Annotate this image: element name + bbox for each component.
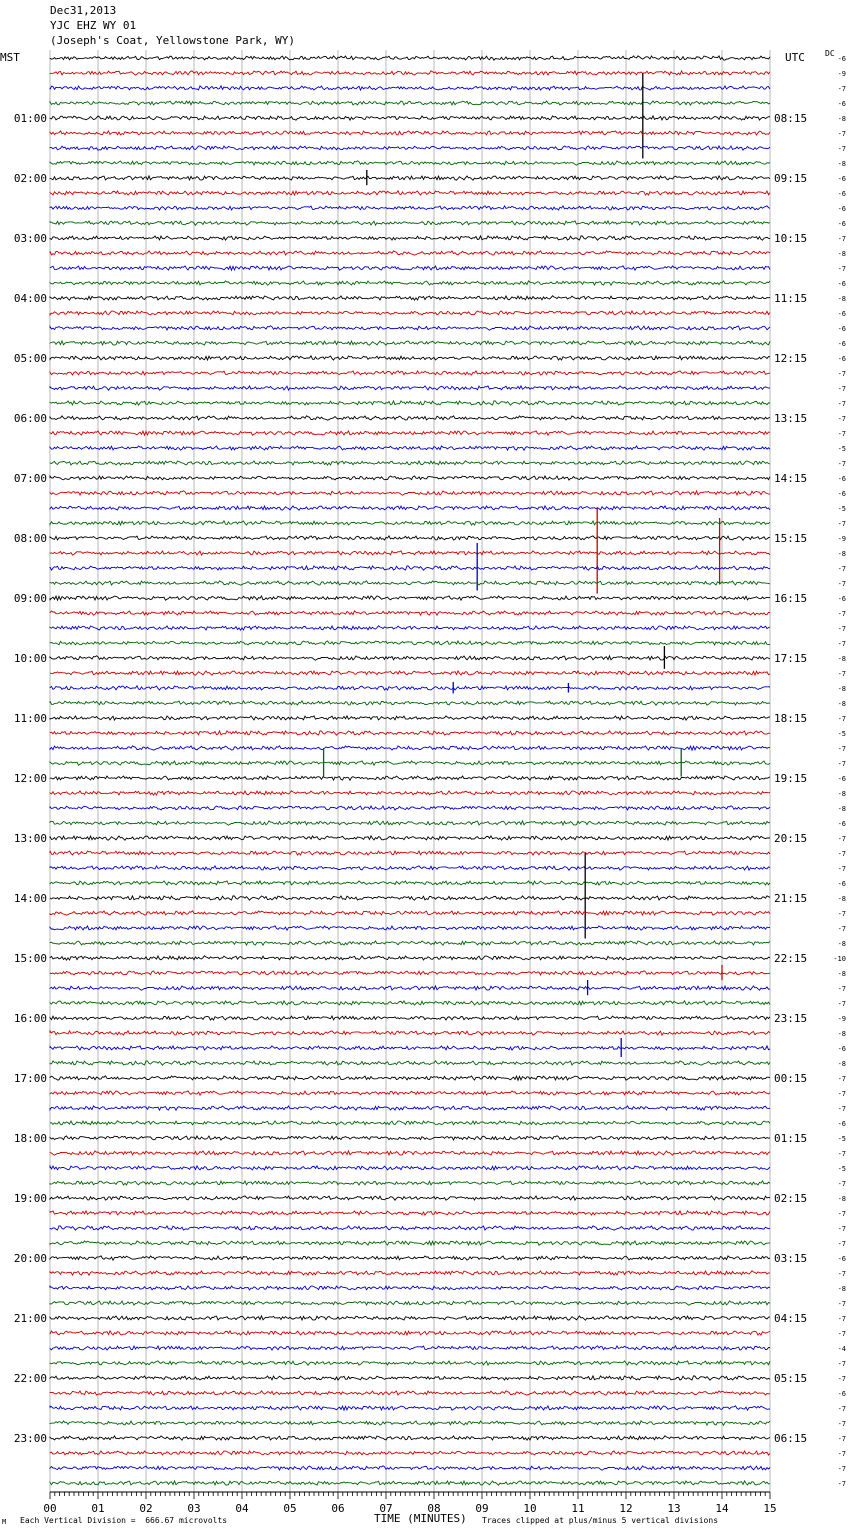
- right-hour-label: 17:15: [774, 652, 808, 665]
- dc-offset-label: -7: [837, 1465, 846, 1473]
- trace-row: [50, 386, 770, 390]
- trace-row: [50, 206, 770, 210]
- trace-row: [50, 1466, 770, 1470]
- dc-offset-label: -6: [837, 190, 846, 198]
- right-hour-label: 15:15: [774, 532, 808, 545]
- dc-offset-label: -7: [837, 130, 846, 138]
- x-tick-label: 05: [283, 1502, 297, 1515]
- dc-offset-label: -7: [837, 1090, 846, 1098]
- scale-note: Each Vertical Division = 666.67 microvolts: [20, 1516, 228, 1525]
- trace-row: [50, 146, 770, 150]
- right-hour-label: 08:15: [774, 112, 808, 125]
- dc-offset-label: -7: [837, 1360, 846, 1368]
- dc-offset-label: -7: [837, 1435, 846, 1443]
- left-hour-label: 03:00: [13, 232, 47, 245]
- dc-offset-label: -8: [837, 1195, 846, 1203]
- dc-offset-label: -6: [837, 205, 846, 213]
- trace-row: [50, 701, 770, 705]
- trace-row: [50, 1001, 770, 1005]
- trace-row: [50, 1046, 770, 1050]
- dc-offset-label: -6: [837, 220, 846, 228]
- dc-offset-label: -7: [837, 370, 846, 378]
- dc-offset-label: -7: [837, 520, 846, 528]
- dc-offset-label: -8: [837, 250, 846, 258]
- trace-row: [50, 1406, 770, 1410]
- trace-row: [50, 881, 770, 885]
- trace-row: [50, 851, 770, 855]
- trace-row: [50, 176, 770, 180]
- dc-offset-label: -6: [837, 1255, 846, 1263]
- trace-row: [50, 461, 770, 465]
- x-tick-label: 15: [763, 1502, 777, 1515]
- trace-row: [50, 536, 770, 540]
- right-hour-label: 21:15: [774, 892, 808, 905]
- dc-offset-label: -7: [837, 1240, 846, 1248]
- dc-offset-label: -7: [837, 625, 846, 633]
- dc-offset-label: -7: [837, 925, 846, 933]
- dc-offset-label: -7: [837, 235, 846, 243]
- trace-row: [50, 221, 770, 225]
- right-hour-label: 09:15: [774, 172, 808, 185]
- left-hour-label: 20:00: [13, 1252, 47, 1265]
- x-tick-label: 12: [619, 1502, 633, 1515]
- trace-row: [50, 1346, 770, 1350]
- trace-row: [50, 791, 770, 795]
- trace-row: [50, 431, 770, 435]
- dc-offset-label: -8: [837, 160, 846, 168]
- left-hour-label: 16:00: [13, 1012, 47, 1025]
- dc-offset-label: -8: [837, 805, 846, 813]
- dc-offset-label: -6: [837, 595, 846, 603]
- clip-note: Traces clipped at plus/minus 5 vertical divisions: [482, 1516, 719, 1525]
- dc-offset-label: -8: [837, 700, 846, 708]
- x-tick-label: 11: [571, 1502, 585, 1515]
- trace-row: [50, 596, 770, 600]
- right-hour-label: 04:15: [774, 1312, 808, 1325]
- trace-row: [50, 716, 770, 720]
- dc-offset-label: -7: [837, 835, 846, 843]
- left-hour-label: 10:00: [13, 652, 47, 665]
- trace-row: [50, 71, 770, 75]
- trace-row: [50, 821, 770, 825]
- trace-row: [50, 1136, 770, 1140]
- x-tick-label: 09: [475, 1502, 489, 1515]
- dc-offset-label: -7: [837, 460, 846, 468]
- trace-row: [50, 236, 770, 240]
- dc-offset-header: DC: [825, 49, 835, 58]
- left-hour-label: 01:00: [13, 112, 47, 125]
- dc-offset-label: -6: [837, 280, 846, 288]
- left-hour-label: 06:00: [13, 412, 47, 425]
- trace-row: [50, 1301, 770, 1305]
- trace-row: [50, 581, 770, 585]
- left-hour-label: 23:00: [13, 1432, 47, 1445]
- dc-offset-label: -7: [837, 1000, 846, 1008]
- left-hour-label: 04:00: [13, 292, 47, 305]
- dc-offset-label: -10: [833, 955, 846, 963]
- trace-row: [50, 281, 770, 285]
- trace-row: [50, 326, 770, 330]
- left-hour-label: 02:00: [13, 172, 47, 185]
- dc-offset-label: -4: [837, 1345, 846, 1353]
- dc-offset-label: -6: [837, 775, 846, 783]
- trace-row: [50, 956, 770, 960]
- dc-offset-label: -7: [837, 1480, 846, 1488]
- dc-offset-label: -7: [837, 850, 846, 858]
- dc-offset-label: -7: [837, 745, 846, 753]
- dc-offset-label: -9: [837, 1015, 846, 1023]
- dc-offset-label: -7: [837, 580, 846, 588]
- right-hour-label: 19:15: [774, 772, 808, 785]
- trace-row: [50, 1106, 770, 1110]
- dc-offset-label: -7: [837, 1375, 846, 1383]
- trace-row: [50, 986, 770, 990]
- dc-offset-label: -7: [837, 1330, 846, 1338]
- dc-offset-label: -8: [837, 655, 846, 663]
- trace-row: [50, 896, 770, 900]
- trace-row: [50, 1166, 770, 1170]
- dc-offset-label: -5: [837, 505, 846, 513]
- left-timezone-label: MST: [0, 51, 20, 64]
- trace-row: [50, 1256, 770, 1260]
- dc-offset-label: -7: [837, 145, 846, 153]
- trace-row: [50, 401, 770, 405]
- trace-row: [50, 686, 770, 690]
- trace-row: [50, 656, 770, 660]
- trace-row: [50, 1271, 770, 1275]
- chart-location: (Joseph's Coat, Yellowstone Park, WY): [50, 34, 296, 47]
- trace-row: [50, 1121, 770, 1125]
- trace-row: [50, 1181, 770, 1185]
- dc-offset-label: -8: [837, 1285, 846, 1293]
- right-hour-label: 11:15: [774, 292, 808, 305]
- dc-offset-label: -5: [837, 1135, 846, 1143]
- trace-row: [50, 1391, 770, 1395]
- x-tick-label: 02: [139, 1502, 153, 1515]
- trace-row: [50, 191, 770, 195]
- trace-row: [50, 116, 770, 120]
- left-hour-label: 11:00: [13, 712, 47, 725]
- dc-offset-label: -6: [837, 340, 846, 348]
- dc-offset-label: -7: [837, 1150, 846, 1158]
- right-hour-label: 05:15: [774, 1372, 808, 1385]
- trace-row: [50, 1151, 770, 1155]
- left-hour-label: 17:00: [13, 1072, 47, 1085]
- x-tick-label: 00: [43, 1502, 57, 1515]
- trace-row: [50, 1331, 770, 1335]
- trace-row: [50, 1436, 770, 1440]
- trace-row: [50, 1226, 770, 1230]
- right-hour-label: 06:15: [774, 1432, 808, 1445]
- left-hour-label: 13:00: [13, 832, 47, 845]
- trace-row: [50, 866, 770, 870]
- trace-row: [50, 1376, 770, 1380]
- trace-row: [50, 1031, 770, 1035]
- dc-offset-label: -7: [837, 415, 846, 423]
- trace-row: [50, 1286, 770, 1290]
- dc-offset-label: -7: [837, 1315, 846, 1323]
- dc-offset-label: -6: [837, 355, 846, 363]
- dc-offset-label: -8: [837, 790, 846, 798]
- trace-row: [50, 296, 770, 300]
- dc-offset-label: -8: [837, 1060, 846, 1068]
- dc-offset-label: -7: [837, 1450, 846, 1458]
- dc-offset-label: -7: [837, 760, 846, 768]
- x-tick-label: 08: [427, 1502, 441, 1515]
- dc-offset-label: -6: [837, 310, 846, 318]
- x-tick-label: 03: [187, 1502, 201, 1515]
- left-hour-label: 22:00: [13, 1372, 47, 1385]
- trace-row: [50, 1481, 770, 1485]
- left-hour-label: 07:00: [13, 472, 47, 485]
- dc-offset-label: -6: [837, 100, 846, 108]
- x-tick-label: 14: [715, 1502, 729, 1515]
- trace-row: [50, 776, 770, 780]
- trace-row: [50, 1061, 770, 1065]
- trace-row: [50, 941, 770, 945]
- dc-offset-label: -7: [837, 715, 846, 723]
- right-hour-label: 14:15: [774, 472, 808, 485]
- dc-offset-label: -8: [837, 550, 846, 558]
- trace-row: [50, 1451, 770, 1455]
- dc-offset-label: -7: [837, 565, 846, 573]
- dc-offset-label: -7: [837, 430, 846, 438]
- trace-row: [50, 1016, 770, 1020]
- dc-offset-label: -6: [837, 1120, 846, 1128]
- trace-row: [50, 1091, 770, 1095]
- trace-row: [50, 1076, 770, 1080]
- right-hour-label: 01:15: [774, 1132, 808, 1145]
- trace-row: [50, 911, 770, 915]
- corner-mark: M: [2, 1518, 7, 1526]
- chart-date: Dec31,2013: [50, 4, 117, 17]
- left-hour-label: 05:00: [13, 352, 47, 365]
- trace-row: [50, 131, 770, 135]
- dc-offset-label: -9: [837, 70, 846, 78]
- trace-row: [50, 746, 770, 750]
- trace-row: [50, 926, 770, 930]
- trace-row: [50, 251, 770, 255]
- dc-offset-label: -7: [837, 1420, 846, 1428]
- x-tick-label: 13: [667, 1502, 681, 1515]
- trace-row: [50, 551, 770, 555]
- dc-offset-label: -7: [837, 640, 846, 648]
- dc-offset-label: -7: [837, 265, 846, 273]
- dc-offset-label: -7: [837, 1225, 846, 1233]
- trace-row: [50, 761, 770, 765]
- trace-row: [50, 476, 770, 480]
- x-tick-label: 04: [235, 1502, 249, 1515]
- dc-offset-label: -8: [837, 940, 846, 948]
- left-hour-label: 15:00: [13, 952, 47, 965]
- right-hour-label: 13:15: [774, 412, 808, 425]
- dc-offset-label: -6: [837, 1045, 846, 1053]
- right-hour-label: 23:15: [774, 1012, 808, 1025]
- dc-offset-label: -8: [837, 895, 846, 903]
- dc-offset-label: -8: [837, 1030, 846, 1038]
- trace-row: [50, 491, 770, 495]
- dc-offset-label: -5: [837, 730, 846, 738]
- trace-row: [50, 56, 770, 60]
- dc-offset-label: -8: [837, 685, 846, 693]
- trace-row: [50, 566, 770, 570]
- trace-row: [50, 266, 770, 270]
- dc-offset-label: -5: [837, 445, 846, 453]
- dc-offset-label: -9: [837, 535, 846, 543]
- dc-offset-label: -6: [837, 475, 846, 483]
- right-timezone-label: UTC: [785, 51, 805, 64]
- right-hour-label: 22:15: [774, 952, 808, 965]
- trace-row: [50, 1316, 770, 1320]
- left-hour-label: 21:00: [13, 1312, 47, 1325]
- dc-offset-label: -6: [837, 325, 846, 333]
- dc-offset-label: -6: [837, 175, 846, 183]
- trace-row: [50, 1421, 770, 1425]
- left-hour-label: 12:00: [13, 772, 47, 785]
- trace-row: [50, 521, 770, 525]
- dc-offset-label: -8: [837, 970, 846, 978]
- chart-station: YJC EHZ WY 01: [50, 19, 137, 32]
- trace-row: [50, 731, 770, 735]
- dc-offset-label: -8: [837, 115, 846, 123]
- dc-offset-label: -6: [837, 55, 846, 63]
- dc-offset-label: -5: [837, 1165, 846, 1173]
- right-hour-label: 18:15: [774, 712, 808, 725]
- left-hour-label: 19:00: [13, 1192, 47, 1205]
- dc-offset-label: -7: [837, 1105, 846, 1113]
- trace-row: [50, 446, 770, 450]
- dc-offset-label: -7: [837, 1270, 846, 1278]
- dc-offset-label: -7: [837, 610, 846, 618]
- trace-row: [50, 971, 770, 975]
- trace-row: [50, 311, 770, 315]
- dc-offset-label: -7: [837, 670, 846, 678]
- dc-offset-label: -6: [837, 490, 846, 498]
- dc-offset-label: -6: [837, 820, 846, 828]
- x-tick-label: 06: [331, 1502, 345, 1515]
- right-hour-label: 03:15: [774, 1252, 808, 1265]
- right-hour-label: 20:15: [774, 832, 808, 845]
- x-tick-label: 01: [91, 1502, 105, 1515]
- dc-offset-label: -7: [837, 985, 846, 993]
- trace-row: [50, 611, 770, 615]
- x-tick-label: 07: [379, 1502, 393, 1515]
- left-hour-label: 18:00: [13, 1132, 47, 1145]
- x-tick-label: 10: [523, 1502, 537, 1515]
- right-hour-label: 10:15: [774, 232, 808, 245]
- left-hour-label: 08:00: [13, 532, 47, 545]
- trace-row: [50, 1196, 770, 1200]
- right-hour-label: 02:15: [774, 1192, 808, 1205]
- dc-offset-label: -8: [837, 295, 846, 303]
- left-hour-label: 14:00: [13, 892, 47, 905]
- trace-row: [50, 356, 770, 360]
- dc-offset-label: -7: [837, 910, 846, 918]
- trace-row: [50, 1211, 770, 1215]
- trace-row: [50, 101, 770, 105]
- dc-offset-label: -7: [837, 1405, 846, 1413]
- trace-row: [50, 86, 770, 90]
- dc-offset-label: -7: [837, 1210, 846, 1218]
- dc-offset-label: -7: [837, 85, 846, 93]
- dc-offset-label: -7: [837, 385, 846, 393]
- trace-row: [50, 371, 770, 375]
- trace-row: [50, 641, 770, 645]
- trace-row: [50, 161, 770, 165]
- left-hour-label: 09:00: [13, 592, 47, 605]
- trace-row: [50, 506, 770, 510]
- dc-offset-label: -7: [837, 865, 846, 873]
- trace-row: [50, 626, 770, 630]
- dc-offset-label: -7: [837, 1075, 846, 1083]
- dc-offset-label: -6: [837, 880, 846, 888]
- trace-row: [50, 1241, 770, 1245]
- dc-offset-label: -7: [837, 400, 846, 408]
- trace-row: [50, 416, 770, 420]
- dc-offset-label: -7: [837, 1300, 846, 1308]
- trace-row: [50, 1361, 770, 1365]
- trace-row: [50, 806, 770, 810]
- right-hour-label: 12:15: [774, 352, 808, 365]
- right-hour-label: 16:15: [774, 592, 808, 605]
- dc-offset-label: -6: [837, 1390, 846, 1398]
- trace-row: [50, 836, 770, 840]
- x-axis-title: TIME (MINUTES): [374, 1512, 467, 1525]
- right-hour-label: 00:15: [774, 1072, 808, 1085]
- dc-offset-label: -7: [837, 1180, 846, 1188]
- trace-row: [50, 341, 770, 345]
- trace-row: [50, 671, 770, 675]
